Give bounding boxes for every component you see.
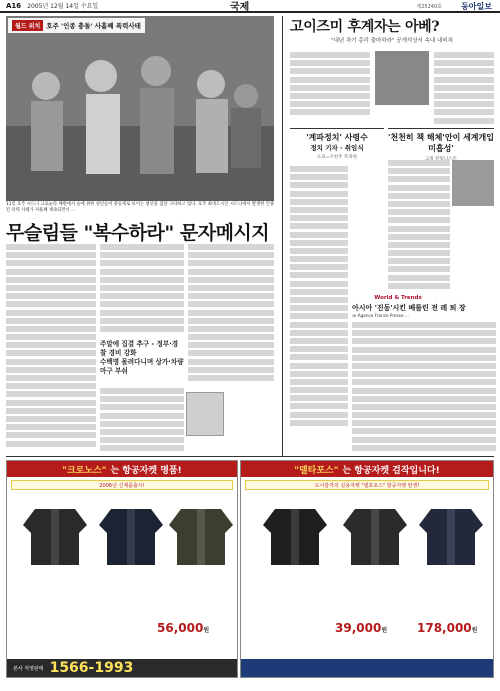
ad-left-phone: 1566-1993 (49, 660, 134, 676)
column-2-body (388, 160, 450, 291)
ad-right-brand: "델타포스" (294, 465, 339, 476)
issue-date: 2005년 12월 14일 수요일 (27, 3, 99, 10)
jacket-image-5 (341, 503, 409, 569)
right-article-title: 고이즈미 후계자는 아베? (290, 19, 440, 35)
section-title: 국제 (230, 2, 250, 13)
ad-right-footer (241, 659, 493, 677)
column-1-subtitle: 정치 기자 · 취임식 (310, 144, 364, 152)
column-2-title: '천천히 책 해체'안이 세계개입 미흡성' (388, 133, 494, 153)
subhead-line-2: 수백명 몰려다니며 상가·차량 마구 부숴 (100, 358, 184, 375)
advertisement-left[interactable] (6, 460, 238, 678)
ad-left-price: 56,000원 (157, 621, 210, 635)
column-1-author: 도쿄=조헌주 특파원 (317, 155, 357, 160)
world-body (352, 322, 496, 453)
ad-left-strip: 2006년 신제품출시! (11, 480, 233, 490)
news-photo (6, 16, 274, 201)
jacket-image-6 (417, 503, 485, 569)
column-divider (282, 16, 283, 456)
columnist-portrait (452, 160, 494, 206)
world-kicker: World & Trends (374, 295, 422, 301)
ad-left-footer (7, 659, 237, 677)
page-header (0, 0, 500, 13)
article-body-col-2 (100, 244, 184, 334)
article-body-col-2b (100, 388, 184, 454)
ad-left-banner-text: 는 항공자켓 명품! (110, 465, 182, 476)
issue-number: 제25240호 (416, 4, 442, 10)
photo-label (8, 18, 145, 33)
right-body-col-1 (290, 52, 370, 118)
jacket-image-3 (167, 503, 235, 569)
page-number: A16 (6, 1, 22, 10)
world-sub: ≫ Agence France Presse ... (352, 313, 409, 318)
photo-title: 호주 '인종 충돌' 사흘째 폭력사태 (46, 22, 141, 30)
advertisement-right[interactable] (240, 460, 494, 678)
article-body-col-1 (6, 244, 96, 449)
abe-portrait (375, 51, 429, 105)
ad-right-price-1: 39,000원 (335, 621, 388, 635)
subhead-line-1: 주말에 집결 추구 - 정부·경찰 경비 강화 (100, 340, 179, 357)
newspaper-logo: 동아일보 (461, 2, 492, 11)
reporter-portrait (186, 392, 224, 436)
photo-tag: 월드 위치 (12, 20, 43, 31)
column-box-1 (290, 128, 384, 160)
photo-caption: 11일 호주 시드니 크로눌라 해변에서 술에 취한 청년들이 중동계로 보이는 청년을 집단 구타하고 있다. 호주 최대도시인 시드니에서 발생한 인종간 폭력 사태가 사흘째 계속되면서 ... (6, 202, 275, 213)
main-headline: 무슬림들 "복수하라" 문자메시지 (6, 222, 270, 244)
ad-left-brand: "크로노스" (62, 465, 107, 476)
article-body-col-3 (188, 244, 274, 383)
ad-right-banner-text: 는 항공자켓 걸작입니다! (342, 465, 440, 476)
jacket-image-2 (97, 503, 165, 569)
column-1-title: '계파정치' 사령수 (306, 133, 368, 142)
ad-divider (6, 456, 494, 457)
crowd-photo-graphic (6, 16, 274, 201)
ad-right-strip: 도시감각의 실용자켓 "델포포스" 항공자켓 탄생! (245, 480, 489, 490)
ad-right-banner (241, 461, 493, 477)
world-title: 아시아 '진동'시킨 베를린 전 레 퇴 장 (352, 304, 466, 312)
ad-right-price-2: 178,000원 (417, 621, 478, 635)
right-body-col-2 (434, 52, 494, 126)
article-subhead (100, 340, 184, 376)
jacket-image-1 (21, 503, 89, 569)
right-article-subtitle: "내년 차기 총리 출마하라" 공개석상서 속내 내비쳐 (331, 38, 453, 44)
column-box-2 (388, 128, 494, 162)
jacket-image-4 (261, 503, 329, 569)
ad-left-banner (7, 461, 237, 477)
column-1-body (290, 166, 348, 428)
ad-left-foot-label: 본사 직영판매 (13, 665, 44, 672)
